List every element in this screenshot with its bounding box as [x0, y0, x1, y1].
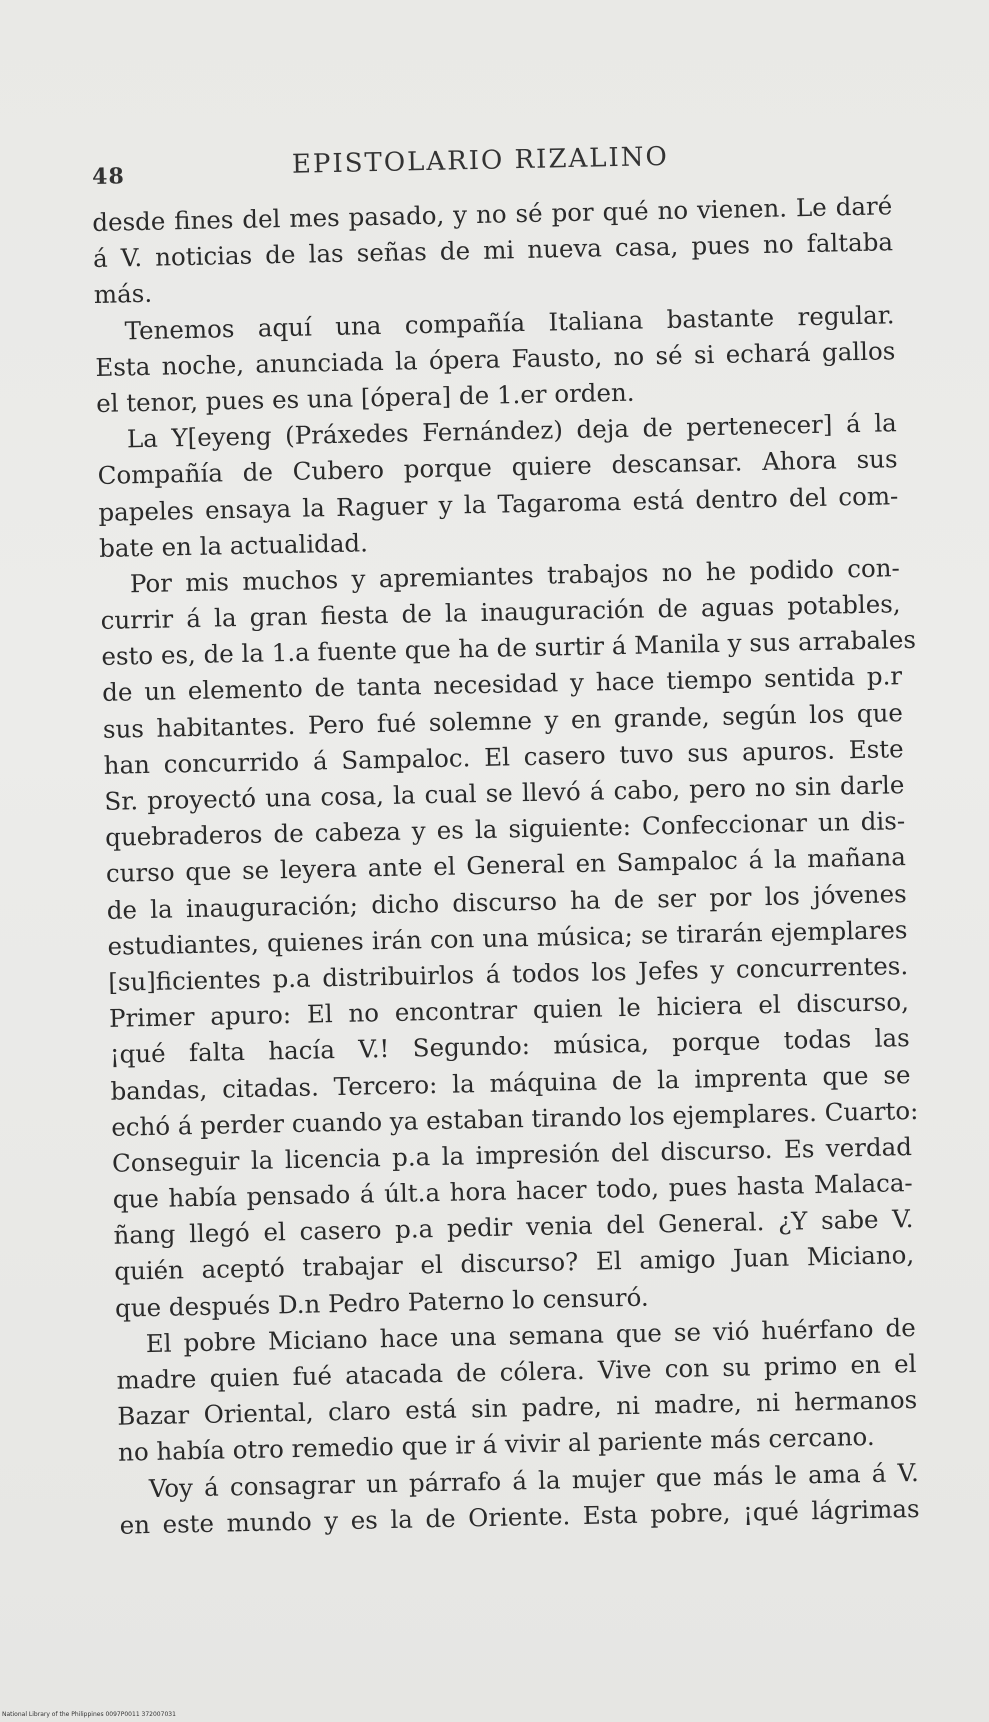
- text-line: no había otro remedio que ir á vivir al pariente más cercano.: [117, 1422, 875, 1468]
- text-line: de la inauguración; dicho discurso ha de ser por los jóvenes: [106, 878, 907, 925]
- text-line: de un elemento de tanta necesidad y hace tiempo sentida p.r: [101, 661, 903, 708]
- text-line: Compañía de Cubero porque quiere descansar. Ahora sus: [97, 444, 898, 491]
- running-title: EPISTOLARIO RIZALINO: [291, 141, 670, 180]
- text-line: currir á la gran fiesta de la inauguración de aguas potables,: [100, 589, 901, 635]
- page-number: 48: [91, 163, 126, 190]
- text-line: Esta noche, anunciada la ópera Fausto, no sé si echará gallos: [95, 335, 896, 382]
- text-line: Sr. proyectó una cosa, la cual se llevó á cabo, pero no sin darle: [104, 770, 905, 816]
- text-line: papeles ensaya la Raguer y la Tagaroma está dentro del com-: [98, 480, 899, 527]
- text-line: madre quien fué atacada de cólera. Vive con su primo en el: [116, 1348, 917, 1395]
- body-text: [92, 188, 920, 1543]
- text-line: [su]ficientes p.a distribuirlos á todos los Jefes y concurrentes.: [107, 951, 909, 997]
- text-line: bandas, citadas. Tercero: la máquina de la imprenta que se: [110, 1059, 911, 1106]
- text-line: el tenor, pues es una [ópera] de 1.er orden.: [95, 377, 635, 418]
- text-line: Primer apuro: El no encontrar quien le hiciera el discurso,: [108, 987, 910, 1033]
- text-line: quebraderos de cabeza y es la siguiente: Confeccionar un dis-: [104, 806, 906, 853]
- text-line: han concurrido á Sampaloc. El casero tuvo sus apuros. Este: [103, 733, 904, 780]
- text-line: estudiantes, quienes irán con una música; se tirarán ejemplares: [107, 914, 908, 961]
- text-line: curso que se leyera ante el General en Sampaloc á la mañana: [105, 842, 907, 889]
- text-line: más.: [93, 279, 153, 310]
- text-line: en este mundo y es la de Oriente. Esta pobre, ¡qué lágrimas: [119, 1493, 920, 1540]
- text-line: desde fines del mes pasado, y no sé por qué no vienen. Le daré: [92, 191, 893, 237]
- text-line: El pobre Miciano hace una semana que se vió huérfano de: [145, 1312, 916, 1358]
- text-line: sus habitantes. Pero fué solemne y en grande, según los que: [102, 697, 904, 744]
- text-line: echó á perder cuando ya estaban tirando los ejemplares. Cuarto:: [111, 1095, 919, 1142]
- text-line: que después D.n Pedro Paterno lo censuró.: [114, 1282, 649, 1323]
- text-line: quién aceptó trabajar el discurso? El amigo Juan Miciano,: [114, 1240, 915, 1287]
- text-line: esto es, de la 1.a fuente que ha de surtir á Manila y sus arrabales: [101, 625, 917, 672]
- text-line: Conseguir la licencia p.a la impresión del discurso. Es verdad: [111, 1131, 913, 1178]
- text-line: La Y[eyeng (Práxedes Fernández) deja de pertenecer] á la: [126, 408, 898, 454]
- text-line: Tenemos aquí una compañía Italiana bastante regular.: [124, 299, 895, 345]
- footer-attribution: National Library of the Philippines 0097P0011 372007031: [2, 1711, 176, 1718]
- page-header: [92, 133, 893, 190]
- text-line: ñang llegó el casero p.a pedir venia del General. ¿Y sabe V.: [113, 1204, 914, 1251]
- text-line: que había pensado á últ.a hora hacer todo, pues hasta Malaca-: [112, 1168, 913, 1214]
- text-line: Bazar Oriental, claro está sin padre, ni madre, ni hermanos: [117, 1385, 918, 1431]
- text-line: á V. noticias de las señas de mi nueva casa, pues no faltaba: [92, 227, 894, 274]
- text-line: Voy á consagrar un párrafo á la mujer que más le ama á V.: [148, 1457, 920, 1503]
- text-line: bate en la actualidad.: [98, 527, 369, 563]
- text-line: Por mis muchos y apremiantes trabajos no he podido con-: [129, 553, 901, 599]
- text-line: ¡qué falta hacía V.! Segundo: música, porque todas las: [109, 1023, 910, 1070]
